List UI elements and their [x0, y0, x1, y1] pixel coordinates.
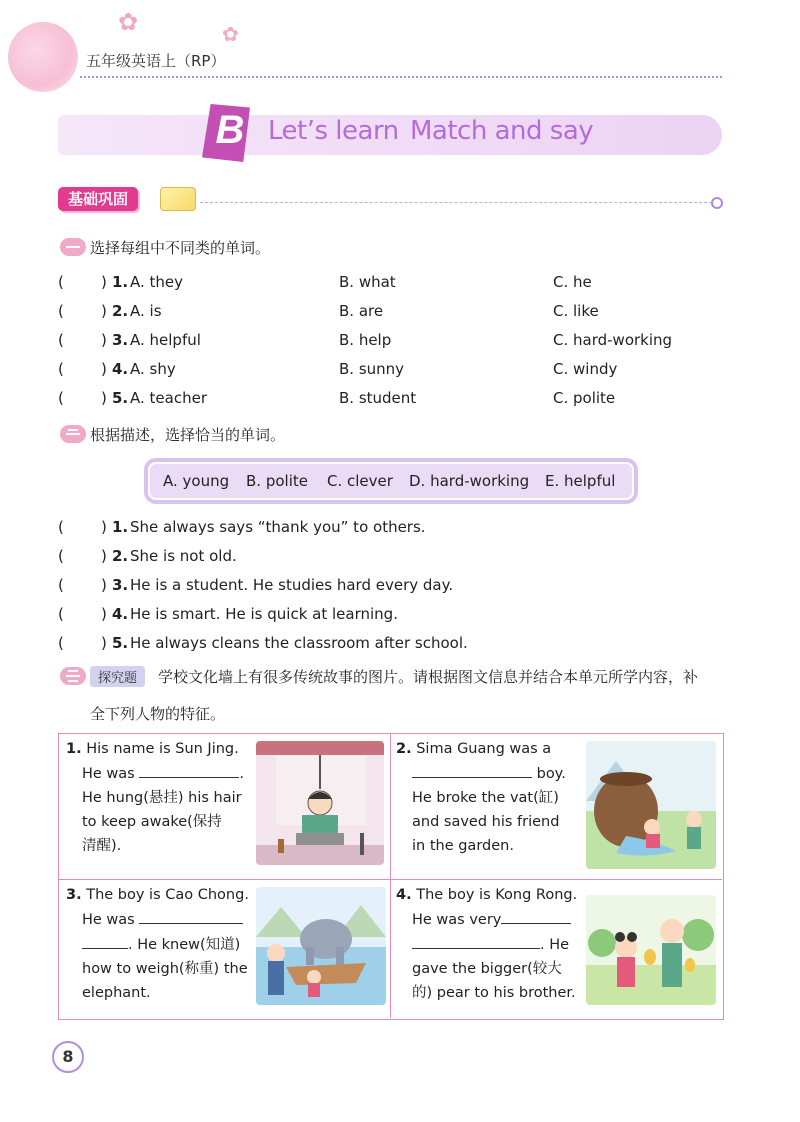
option-c: C. polite [553, 389, 616, 407]
flower-icon: ✿ [222, 22, 239, 46]
answer-paren-close: ) [101, 518, 107, 536]
option-c: C. like [553, 302, 599, 320]
answer-paren-close: ) [101, 360, 107, 378]
cell-line: in the garden. [412, 838, 514, 854]
item-number: 3. [112, 331, 129, 349]
table-cell-sima-guang [396, 737, 581, 858]
answer-blank[interactable] [139, 761, 239, 778]
section-two-marker [60, 425, 86, 443]
answer-paren[interactable]: ( [58, 576, 64, 594]
item-number: 2. [112, 547, 129, 565]
option-b: B. what [339, 273, 396, 291]
banner-subtitle: Match and say [410, 116, 594, 146]
divider-end-dot [711, 197, 723, 209]
item-number: 1. [66, 741, 82, 757]
basics-tag: 基础巩固 [58, 187, 138, 211]
answer-blank[interactable] [82, 932, 128, 949]
item-number: 2. [396, 741, 412, 757]
kong-rong-illustration [586, 895, 716, 1005]
answer-paren[interactable]: ( [58, 605, 64, 623]
answer-paren[interactable]: ( [58, 302, 64, 320]
table-cell-cao-chong [66, 883, 251, 1005]
answer-paren-close: ) [101, 576, 107, 594]
answer-paren[interactable]: ( [58, 331, 64, 349]
item-number: 4. [112, 360, 129, 378]
word-bank-option: E. helpful [545, 472, 616, 490]
cell-line: 的) pear to his brother. [412, 985, 576, 1001]
item-number: 3. [66, 887, 82, 903]
question-text: He is a student. He studies hard every day. [130, 576, 454, 594]
section-two-heading: 根据描述，选择恰当的单词。 [90, 426, 286, 444]
option-b: B. help [339, 331, 392, 349]
answer-paren-close: ) [101, 547, 107, 565]
header-divider [80, 76, 722, 78]
option-a: A. shy [130, 360, 176, 378]
answer-paren[interactable]: ( [58, 389, 64, 407]
answer-paren[interactable]: ( [58, 518, 64, 536]
section-badge-letter: B [215, 108, 245, 152]
option-b: B. are [339, 302, 384, 320]
table-cell-kong-rong [396, 883, 581, 1005]
cell-line: He was [82, 912, 135, 928]
section-three-marker [60, 667, 86, 685]
answer-paren-close: ) [101, 273, 107, 291]
cell-line: gave the bigger(较大 [412, 961, 562, 977]
question-text: She is not old. [130, 547, 237, 565]
option-b: B. sunny [339, 360, 405, 378]
item-number: 5. [112, 634, 129, 652]
cell-line: Sima Guang was a [416, 741, 552, 757]
decorative-blossom [8, 22, 78, 92]
cell-line: He hung(悬挂) his hair [82, 790, 242, 806]
item-number: 4. [396, 887, 412, 903]
cell-line: The boy is Cao Chong. [86, 887, 249, 903]
cell-line: elephant. [82, 985, 151, 1001]
section-one-marker [60, 238, 86, 256]
answer-blank[interactable] [501, 907, 571, 924]
book-icon [160, 187, 196, 211]
item-number: 1. [112, 273, 129, 291]
item-number: 3. [112, 576, 129, 594]
table-divider [58, 879, 722, 880]
banner-title: Let’s learn [268, 116, 399, 146]
cell-line: His name is Sun Jing. [86, 741, 239, 757]
answer-paren[interactable]: ( [58, 634, 64, 652]
word-bank-option: B. polite [246, 472, 308, 490]
item-number: 4. [112, 605, 129, 623]
item-number: 2. [112, 302, 129, 320]
answer-paren-close: ) [101, 634, 107, 652]
word-bank-option: C. clever [327, 472, 393, 490]
cell-line: 清醒). [82, 838, 122, 854]
cell-line: . He knew(知道) [128, 937, 241, 953]
cell-line: . [239, 766, 244, 782]
book-title: 五年级英语上（RP） [86, 52, 226, 70]
cao-chong-illustration [256, 887, 386, 1005]
sun-jing-illustration [256, 741, 384, 865]
option-b: B. student [339, 389, 417, 407]
question-text: He is smart. He is quick at learning. [130, 605, 398, 623]
section-three-heading-cont: 全下列人物的特征。 [90, 705, 226, 723]
answer-blank[interactable] [412, 761, 532, 778]
answer-paren[interactable]: ( [58, 360, 64, 378]
tag-divider [200, 202, 712, 203]
cell-line: boy. [536, 766, 566, 782]
table-divider [390, 733, 391, 1018]
item-number: 5. [112, 389, 129, 407]
option-a: A. teacher [130, 389, 207, 407]
page-number: 8 [52, 1041, 84, 1073]
answer-paren[interactable]: ( [58, 547, 64, 565]
flower-icon: ✿ [118, 8, 139, 36]
word-bank-option: D. hard-working [409, 472, 530, 490]
option-a: A. they [130, 273, 184, 291]
question-text: She always says “thank you” to others. [130, 518, 426, 536]
cell-line: and saved his friend [412, 814, 560, 830]
cell-line: . He [540, 937, 570, 953]
explore-tag: 探究题 [90, 666, 145, 687]
answer-paren-close: ) [101, 331, 107, 349]
cell-line: to keep awake(保持 [82, 814, 222, 830]
section-one-heading: 选择每组中不同类的单词。 [90, 239, 271, 257]
section-three-heading: 学校文化墙上有很多传统故事的图片。请根据图文信息并结合本单元所学内容，补 [158, 668, 699, 686]
answer-paren-close: ) [101, 605, 107, 623]
answer-blank[interactable] [139, 907, 243, 924]
option-c: C. hard-working [553, 331, 673, 349]
option-c: C. he [553, 273, 592, 291]
cell-line: He was very [412, 912, 502, 928]
cell-line: how to weigh(称重) the [82, 961, 248, 977]
answer-paren-close: ) [101, 302, 107, 320]
answer-blank[interactable] [412, 932, 540, 949]
item-number: 1. [112, 518, 129, 536]
cell-line: He was [82, 766, 135, 782]
table-cell-sun-jing [66, 737, 246, 858]
question-text: He always cleans the classroom after school. [130, 634, 468, 652]
option-a: A. helpful [130, 331, 201, 349]
sima-guang-illustration [586, 741, 716, 869]
option-c: C. windy [553, 360, 618, 378]
answer-paren-close: ) [101, 389, 107, 407]
cell-line: The boy is Kong Rong. [416, 887, 578, 903]
answer-paren[interactable]: ( [58, 273, 64, 291]
cell-line: He broke the vat(缸) [412, 790, 559, 806]
word-bank-option: A. young [163, 472, 230, 490]
option-a: A. is [130, 302, 162, 320]
